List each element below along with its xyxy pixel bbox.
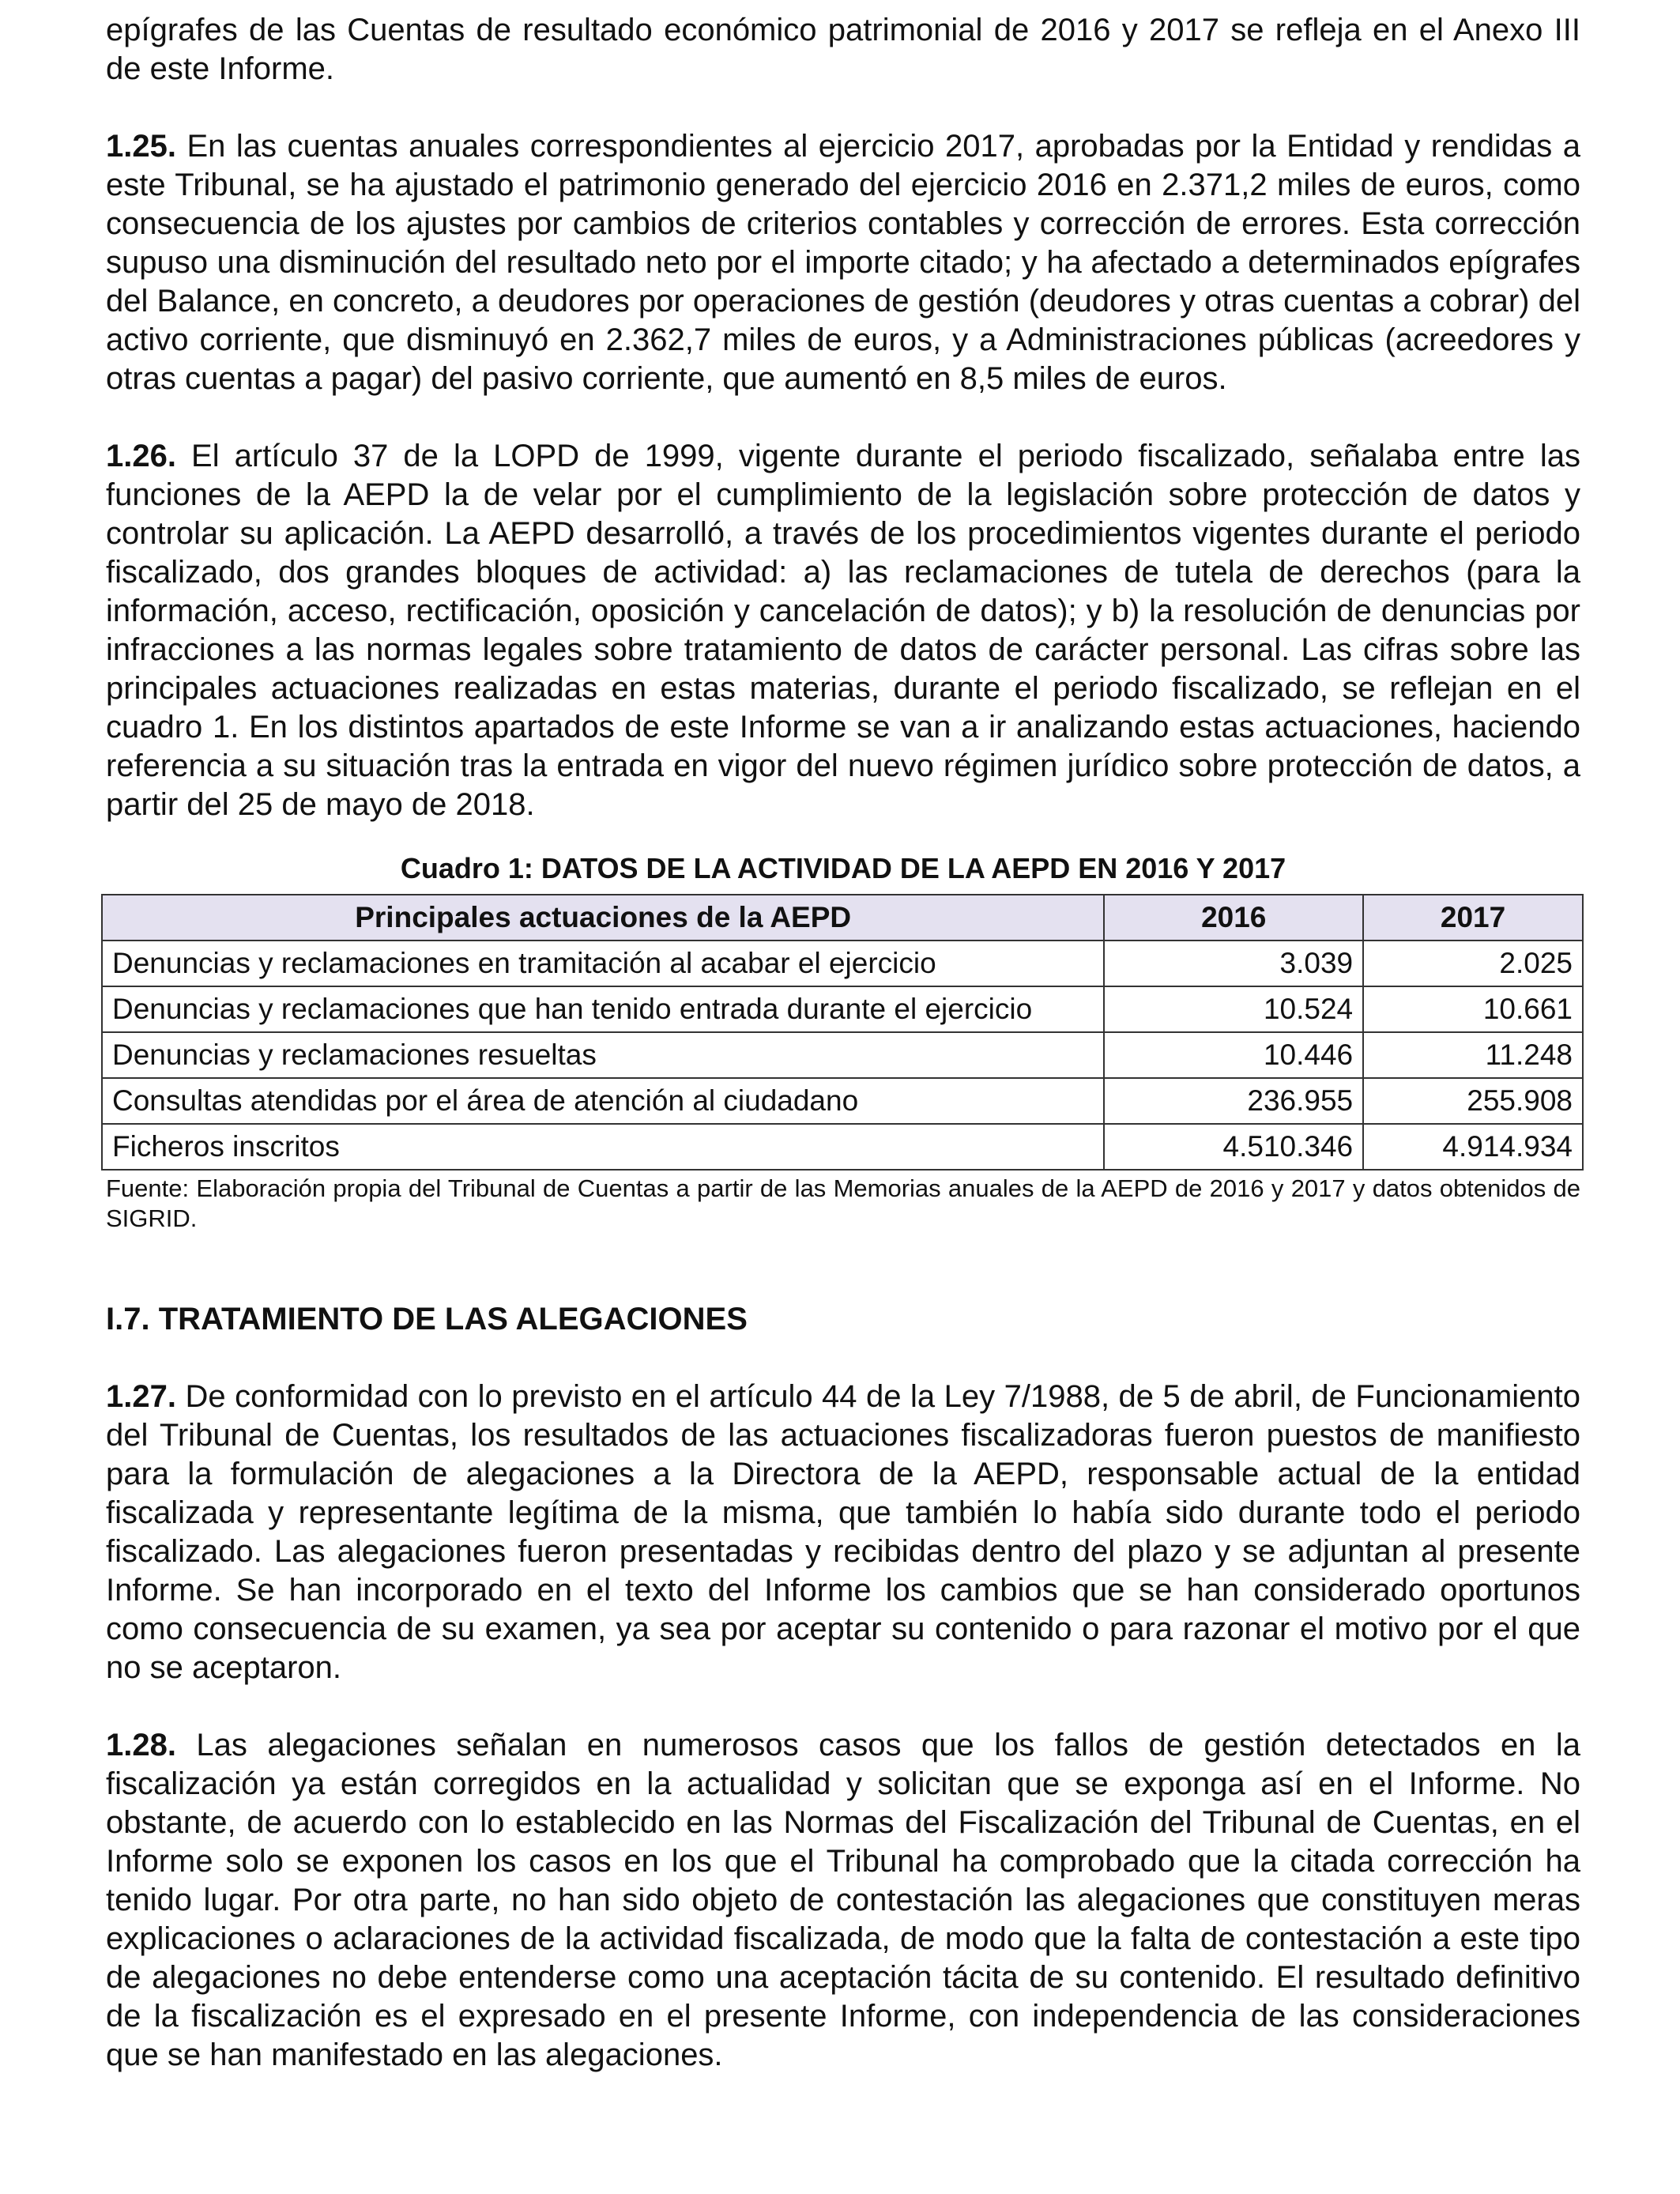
- table-cell: Denuncias y reclamaciones en tramitación al acabar el ejercicio: [102, 941, 1104, 986]
- table-cell: 3.039: [1104, 941, 1363, 986]
- activity-table: [101, 894, 1584, 1171]
- paragraph-1-27: [106, 1378, 1580, 1687]
- table-row: [102, 1124, 1583, 1170]
- table-cell: Ficheros inscritos: [102, 1124, 1104, 1170]
- paragraph-text: El artículo 37 de la LOPD de 1999, vigente durante el periodo fiscalizado, señalaba entre las funciones de la AEPD la de velar por el cumplimiento de la legislación sobre protección de datos y controlar su aplicación. La AEPD desarrolló, a través de los procedimientos vigentes durante el periodo fiscalizado, dos grandes bloques de actividad: a) las reclamaciones de tutela de derechos (para la información, acceso, rectificación, oposición y cancelación de datos); y b) la resolución de denuncias por infracciones a las normas legales sobre tratamiento de datos de carácter personal. Las cifras sobre las principales actuaciones realizadas en estas materias, durante el periodo fiscalizado, se reflejan en el cuadro 1. En los distintos apartados de este Informe se van a ir analizando estas actuaciones, haciendo referencia a su situación tras la entrada en vigor del nuevo régimen jurídico sobre protección de datos, a partir del 25 de mayo de 2018.: [106, 439, 1580, 822]
- column-header: 2016: [1104, 895, 1363, 941]
- table-caption: Cuadro 1: DATOS DE LA ACTIVIDAD DE LA AEPD EN 2016 Y 2017: [400, 852, 1286, 884]
- table-cell: 10.661: [1363, 986, 1583, 1032]
- paragraph-number: 1.26.: [106, 439, 176, 473]
- intro-paragraph: epígrafes de las Cuentas de resultado económico patrimonial de 2016 y 2017 se refleja en el Anexo III de este Informe.: [106, 13, 1580, 86]
- table-cell: 236.955: [1104, 1078, 1363, 1124]
- paragraph-text: Las alegaciones señalan en numerosos casos que los fallos de gestión detectados en la fiscalización ya están corregidos en la actualidad y solicitan que se exponga así en el Informe. No obstante, de acuerdo con lo establecido en las Normas del Fiscalización del Tribunal de Cuentas, en el Informe solo se exponen los casos en los que el Tribunal ha comprobado que la citada corrección ha tenido lugar. Por otra parte, no han sido objeto de contestación las alegaciones que constituyen meras explicaciones o aclaraciones de la actividad fiscalizada, de modo que la falta de contestación a este tipo de alegaciones no debe entenderse como una aceptación tácita de su contenido. El resultado definitivo de la fiscalización es el expresado en el presente Informe, con independencia de las consideraciones que se han manifestado en las alegaciones.: [106, 1728, 1580, 2072]
- paragraph-1-26: [106, 437, 1580, 824]
- table-cell: 10.446: [1104, 1032, 1363, 1078]
- table-cell: 10.524: [1104, 986, 1363, 1032]
- column-header: Principales actuaciones de la AEPD: [102, 895, 1104, 941]
- paragraph-text: De conformidad con lo previsto en el artículo 44 de la Ley 7/1988, de 5 de abril, de Funcionamiento del Tribunal de Cuentas, los resultados de las actuaciones fiscalizadoras fueron puestos de manifiesto para la formulación de alegaciones a la Directora de la AEPD, responsable actual de la entidad fiscalizada y representante legítima de la misma, que también lo había sido durante todo el periodo fiscalizado. Las alegaciones fueron presentadas y recibidas dentro del plazo y se adjuntan al presente Informe. Se han incorporado en el texto del Informe los cambios que se han considerado oportunos como consecuencia de su examen, ya sea por aceptar su contenido o para razonar el motivo por el que no se aceptaron.: [106, 1379, 1580, 1685]
- table-row: [102, 941, 1583, 986]
- column-header: 2017: [1363, 895, 1583, 941]
- table-source-note: Fuente: Elaboración propia del Tribunal de Cuentas a partir de las Memorias anuales de la AEPD de 2016 y 2017 y datos obtenidos de SIGRID.: [106, 1174, 1580, 1232]
- section-heading: I.7. TRATAMIENTO DE LAS ALEGACIONES: [106, 1302, 748, 1336]
- table-row: [102, 1032, 1583, 1078]
- table-row: [102, 1078, 1583, 1124]
- paragraph-number: 1.28.: [106, 1728, 176, 1762]
- table-cell: Consultas atendidas por el área de atención al ciudadano: [102, 1078, 1104, 1124]
- table-header-row: [102, 895, 1583, 941]
- table-cell: 4.914.934: [1363, 1124, 1583, 1170]
- paragraph-1-25: [106, 127, 1580, 398]
- table-cell: 255.908: [1363, 1078, 1583, 1124]
- table-cell: Denuncias y reclamaciones resueltas: [102, 1032, 1104, 1078]
- table-cell: 2.025: [1363, 941, 1583, 986]
- table-cell: 4.510.346: [1104, 1124, 1363, 1170]
- paragraph-number: 1.27.: [106, 1379, 176, 1414]
- paragraph-1-28: [106, 1726, 1580, 2075]
- paragraph-text: En las cuentas anuales correspondientes al ejercicio 2017, aprobadas por la Entidad y rendidas a este Tribunal, se ha ajustado el patrimonio generado del ejercicio 2016 en 2.371,2 miles de euros, como consecuencia de los ajustes por cambios de criterios contables y corrección de errores. Esta corrección supuso una disminución del resultado neto por el importe citado; y ha afectado a determinados epígrafes del Balance, en concreto, a deudores por operaciones de gestión (deudores y otras cuentas a cobrar) del activo corriente, que disminuyó en 2.362,7 miles de euros, y a Administraciones públicas (acreedores y otras cuentas a pagar) del pasivo corriente, que aumentó en 8,5 miles de euros.: [106, 129, 1580, 396]
- table-cell: Denuncias y reclamaciones que han tenido entrada durante el ejercicio: [102, 986, 1104, 1032]
- table-cell: 11.248: [1363, 1032, 1583, 1078]
- document-page: [106, 11, 1580, 2113]
- table-row: [102, 986, 1583, 1032]
- paragraph-number: 1.25.: [106, 129, 176, 164]
